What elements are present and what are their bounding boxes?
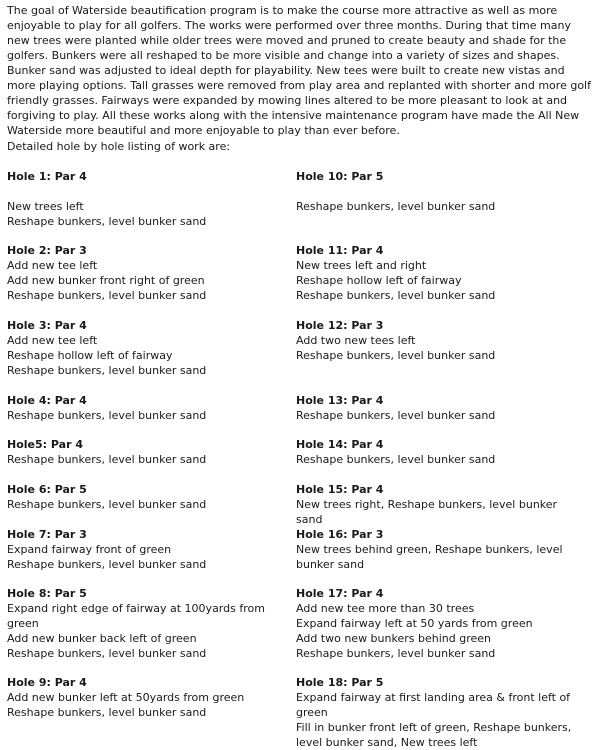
hole-17-line-4: Reshape bunkers, level bunker sand [296,647,496,660]
hole-4-title: Hole 4: Par 4 [7,394,87,407]
hole-14-block [296,437,586,467]
hole-5-line-1: Reshape bunkers, level bunker sand [7,453,207,466]
hole-14-title: Hole 14: Par 4 [296,438,384,451]
hole-1-line-1: New trees left [7,200,84,213]
hole-12-block [296,318,586,363]
hole-3-title: Hole 3: Par 4 [7,319,87,332]
hole-11-block [296,243,586,303]
hole-17-line-3: Add two new bunkers behind green [296,632,491,645]
hole-13-title: Hole 13: Par 4 [296,394,384,407]
hole-11-title: Hole 11: Par 4 [296,244,384,257]
hole-11-line-2: Reshape hollow left of fairway [296,274,462,287]
hole-17-title: Hole 17: Par 4 [296,587,384,600]
hole-9-line-1: Add new bunker left at 50yards from green [7,691,245,704]
hole-8-line-2: Add new bunker back left of green [7,632,197,645]
hole-12-title: Hole 12: Par 3 [296,319,384,332]
hole-16-line-1: New trees behind green, Reshape bunkers, level bunker sand [296,543,563,571]
hole-1-line-2: Reshape bunkers, level bunker sand [7,215,207,228]
hole-3-block [7,318,287,378]
hole-3-line-1: Add new tee left [7,334,98,347]
hole-6-line-1: Reshape bunkers, level bunker sand [7,498,207,511]
hole-17-line-1: Add new tee more than 30 trees [296,602,475,615]
hole-18-title: Hole 18: Par 5 [296,676,384,689]
hole-7-line-1: Expand fairway front of green [7,543,172,556]
hole-1-block [7,169,287,229]
hole-10-block [296,169,586,214]
hole-2-block [7,243,287,303]
hole-15-line-1: New trees right, Reshape bunkers, level bunker sand [296,498,558,526]
hole-15-title: Hole 15: Par 4 [296,483,384,496]
hole-7-block [7,527,287,572]
hole-5-block [7,437,287,467]
hole-2-title: Hole 2: Par 3 [7,244,87,257]
hole-10-title: Hole 10: Par 5 [296,170,384,183]
hole-4-block [7,393,287,423]
hole-18-line-1: Expand fairway at first landing area & front left of green [296,691,571,719]
hole-2-line-2: Add new bunker front right of green [7,274,205,287]
hole-6-block [7,482,287,512]
hole-16-title: Hole 16: Par 3 [296,528,384,541]
hole-16-block [296,527,586,572]
hole-13-line-1: Reshape bunkers, level bunker sand [296,409,496,422]
hole-9-title: Hole 9: Par 4 [7,676,87,689]
hole-11-line-3: Reshape bunkers, level bunker sand [296,289,496,302]
hole-8-line-1: Expand right edge of fairway at 100yards from green [7,602,265,630]
hole-8-title: Hole 8: Par 5 [7,587,87,600]
hole-18-line-2: Fill in bunker front left of green, Reshape bunkers, level bunker sand, New trees left [296,721,572,749]
hole-3-line-2: Reshape hollow left of fairway [7,349,173,362]
hole-13-block [296,393,586,423]
hole-6-title: Hole 6: Par 5 [7,483,87,496]
hole-8-block [7,586,287,661]
hole-7-title: Hole 7: Par 3 [7,528,87,541]
hole-2-line-3: Reshape bunkers, level bunker sand [7,289,207,302]
hole-12-line-1: Add two new tees left [296,334,416,347]
hole-3-line-3: Reshape bunkers, level bunker sand [7,364,207,377]
hole-12-line-2: Reshape bunkers, level bunker sand [296,349,496,362]
hole-11-line-1: New trees left and right [296,259,427,272]
intro-paragraph: The goal of Waterside beautification program is to make the course more attractive as well as more enjoyable to play for all golfers. The works were performed over three months. During that time many new trees were planted while older trees were moved and pruned to create beauty and shade for the golfers. Bunkers were all reshaped to be more visible and change into a variety of sizes and shapes. Bunker sand was adjusted to ideal depth for playability. New tees were built to create new vistas and more playing options. Tall grasses were removed from play area and replanted with shorter and more golf friendly grasses. Fairways were expanded by mowing lines altered to be more pleasant to look at and forgiving to play. All these works along with the intensive maintenance program have made the All New Waterside more beautiful and more enjoyable to play than ever before. [7,4,591,137]
hole-8-line-3: Reshape bunkers, level bunker sand [7,647,207,660]
listing-subheading: Detailed hole by hole listing of work are: [7,140,231,153]
hole-14-line-1: Reshape bunkers, level bunker sand [296,453,496,466]
hole-7-line-2: Reshape bunkers, level bunker sand [7,558,207,571]
hole-9-block [7,675,287,720]
hole-17-block [296,586,586,661]
hole-4-line-1: Reshape bunkers, level bunker sand [7,409,207,422]
hole-9-line-2: Reshape bunkers, level bunker sand [7,706,207,719]
hole-1-title: Hole 1: Par 4 [7,170,87,183]
hole-2-line-1: Add new tee left [7,259,98,272]
hole-15-block [296,482,586,527]
hole-17-line-2: Expand fairway left at 50 yards from green [296,617,533,630]
hole-10-line-1: Reshape bunkers, level bunker sand [296,200,496,213]
hole-5-title: Hole5: Par 4 [7,438,83,451]
